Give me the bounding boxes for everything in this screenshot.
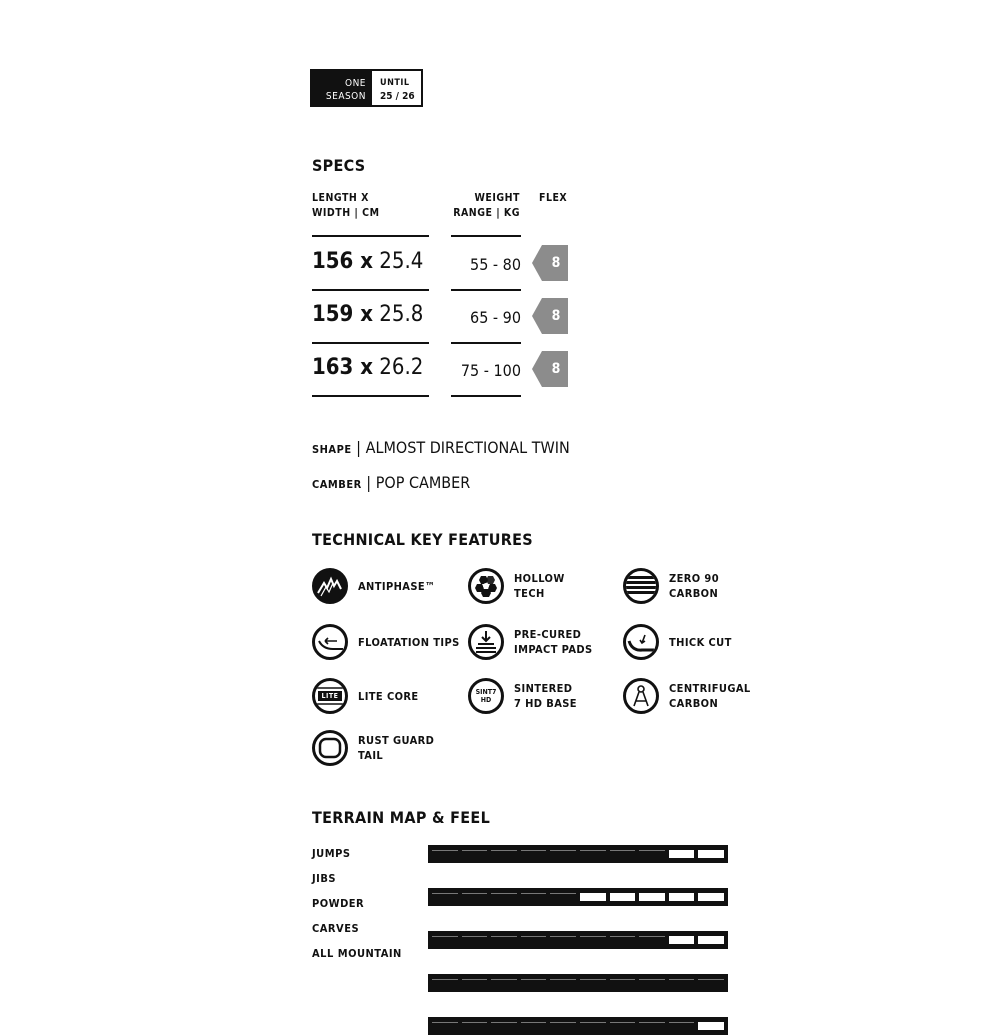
divider <box>312 289 429 291</box>
feature-label-line2: 7 HD BASE <box>514 697 577 710</box>
feature-label <box>514 627 593 657</box>
divider <box>451 235 521 237</box>
feature-centrifugal-carbon <box>623 678 751 714</box>
terrain-bar-segment-filled <box>491 893 517 901</box>
terrain-bar <box>428 1017 728 1035</box>
terrain-bar-segment-filled <box>610 850 636 858</box>
feature-label-line1: PRE-CURED <box>514 628 582 641</box>
terrain-label: CARVES <box>312 922 360 935</box>
col-length-header <box>312 191 380 221</box>
terrain-bar-segment-filled <box>669 979 695 987</box>
terrain-bar-segment-empty <box>669 936 695 944</box>
divider <box>451 342 521 344</box>
features-title: TECHNICAL KEY FEATURES <box>312 530 533 549</box>
terrain-bar-segment-filled <box>491 936 517 944</box>
camber-value: | POP CAMBER <box>366 473 471 492</box>
spec-length: 163 x <box>312 355 373 380</box>
feature-label <box>514 681 577 711</box>
feature-label <box>669 571 719 601</box>
feature-thick-cut <box>623 624 732 660</box>
rust-guard-tail-icon <box>312 730 348 766</box>
lite-core-icon <box>312 678 348 714</box>
feature-sintered-base <box>468 678 577 714</box>
terrain-bar <box>428 974 728 992</box>
thick-cut-icon <box>623 624 659 660</box>
feature-label-line1: ZERO 90 <box>669 572 719 585</box>
terrain-bar-segment-filled <box>462 936 488 944</box>
spec-length: 156 x <box>312 249 373 274</box>
feature-rust-guard-tail <box>312 730 434 766</box>
centrifugal-carbon-icon <box>623 678 659 714</box>
flex-badge <box>532 351 568 387</box>
terrain-bar-segment-empty <box>698 893 724 901</box>
divider <box>312 395 429 397</box>
sintered-icon-text-1: SINT7 <box>475 688 497 696</box>
specs-title: SPECS <box>312 156 366 175</box>
divider <box>451 395 521 397</box>
spec-width: 26.2 <box>379 355 424 380</box>
terrain-bar-segment-filled <box>521 936 547 944</box>
sintered-icon-text-2: HD <box>480 696 492 704</box>
terrain-bar-segment-filled <box>639 1022 665 1030</box>
terrain-bar-segment-empty <box>639 893 665 901</box>
feature-label-line1: RUST GUARD <box>358 734 435 747</box>
terrain-bar-segment-filled <box>491 850 517 858</box>
col-weight-header <box>440 191 520 221</box>
season-until: UNTIL <box>380 78 410 88</box>
feature-label <box>358 579 435 594</box>
feature-label-line1: ANTIPHASE™ <box>358 579 436 593</box>
terrain-bar-segment-empty <box>610 893 636 901</box>
feature-label <box>358 635 460 650</box>
feature-label-line2: IMPACT PADS <box>514 643 593 656</box>
sintered-base-icon <box>468 678 504 714</box>
feature-label-line1: LITE CORE <box>358 689 419 703</box>
terrain-bar-segment-filled <box>610 936 636 944</box>
spec-weight-1: 55 - 80 <box>470 255 521 274</box>
col-length-line2: WIDTH | CM <box>312 207 380 219</box>
flex-value: 8 <box>551 308 561 324</box>
col-length-line1: LENGTH X <box>312 192 369 204</box>
divider <box>451 289 521 291</box>
terrain-bar-segment-empty <box>669 850 695 858</box>
season-year: 25 / 26 <box>380 91 415 102</box>
terrain-bar-segment-filled <box>639 936 665 944</box>
terrain-bar-segment-filled <box>580 850 606 858</box>
shape-label: SHAPE <box>312 443 352 456</box>
terrain-bar-segment-filled <box>550 936 576 944</box>
terrain-label: POWDER <box>312 897 365 910</box>
feature-label-line2: TAIL <box>358 749 384 762</box>
zero-90-carbon-icon <box>623 568 659 604</box>
terrain-bar <box>428 888 728 906</box>
terrain-bar-segment-filled <box>462 979 488 987</box>
feature-label-line1: CENTRIFUGAL <box>669 682 751 695</box>
camber-label: CAMBER <box>312 478 362 491</box>
terrain-bar-segment-filled <box>610 979 636 987</box>
terrain-bar-segment-filled <box>432 979 458 987</box>
shape-value: | ALMOST DIRECTIONAL TWIN <box>356 438 570 457</box>
terrain-bar-segment-empty <box>698 1022 724 1030</box>
spec-size-3 <box>312 355 423 380</box>
terrain-bar-segment-filled <box>639 979 665 987</box>
flex-value: 8 <box>551 361 561 377</box>
terrain-bar-segment-empty <box>698 936 724 944</box>
terrain-bar-segment-filled <box>610 1022 636 1030</box>
floatation-tips-icon <box>312 624 348 660</box>
spec-size-2 <box>312 302 423 327</box>
col-weight-line2: RANGE | KG <box>453 207 520 219</box>
terrain-bar <box>428 931 728 949</box>
spec-size-1 <box>312 249 423 274</box>
feature-antiphase <box>312 568 435 604</box>
spec-weight-3: 75 - 100 <box>460 361 521 380</box>
terrain-bar-segment-empty <box>580 893 606 901</box>
terrain-bar-segment-filled <box>521 979 547 987</box>
terrain-bar-segment-filled <box>432 850 458 858</box>
terrain-bar-segment-filled <box>550 979 576 987</box>
lite-core-icon-text: LITE <box>321 692 339 700</box>
impact-pads-icon <box>468 624 504 660</box>
terrain-bar-segment-filled <box>669 1022 695 1030</box>
feature-zero-90-carbon <box>623 568 719 604</box>
terrain-bar-segment-filled <box>521 1022 547 1030</box>
terrain-label: JUMPS <box>312 847 351 860</box>
feature-label-line1: HOLLOW <box>514 572 565 585</box>
terrain-bar-segment-filled <box>462 850 488 858</box>
feature-label <box>514 571 565 601</box>
terrain-bar-segment-filled <box>580 1022 606 1030</box>
terrain-bar-segment-filled <box>462 1022 488 1030</box>
terrain-bar-segment-filled <box>550 850 576 858</box>
divider <box>312 342 429 344</box>
feature-label-line1: FLOATATION TIPS <box>358 635 460 649</box>
terrain-bar-segment-filled <box>550 893 576 901</box>
antiphase-icon <box>312 568 348 604</box>
spec-length: 159 x <box>312 302 373 327</box>
terrain-label: JIBS <box>312 872 337 885</box>
feature-label <box>669 635 732 650</box>
feature-label <box>669 681 751 711</box>
season-one: ONE <box>345 78 366 89</box>
feature-label <box>358 733 434 763</box>
terrain-bar-segment-empty <box>698 850 724 858</box>
terrain-bar-segment-filled <box>580 979 606 987</box>
flex-badge <box>532 298 568 334</box>
feature-impact-pads <box>468 624 593 660</box>
divider <box>312 235 429 237</box>
camber-line <box>312 473 470 492</box>
terrain-bar-segment-filled <box>639 850 665 858</box>
terrain-label: ALL MOUNTAIN <box>312 947 402 960</box>
season-badge-right <box>372 71 421 105</box>
terrain-bar-segment-filled <box>491 1022 517 1030</box>
feature-hollow-tech <box>468 568 565 604</box>
terrain-bar-segment-filled <box>491 979 517 987</box>
terrain-bar-segment-filled <box>521 893 547 901</box>
feature-label-line2: CARBON <box>669 697 719 710</box>
terrain-bar-segment-empty <box>669 893 695 901</box>
feature-label-line2: CARBON <box>669 587 719 600</box>
spec-width: 25.4 <box>379 249 424 274</box>
feature-lite-core <box>312 678 419 714</box>
terrain-bar <box>428 845 728 863</box>
feature-label-line1: THICK CUT <box>669 635 732 649</box>
shape-line <box>312 438 570 457</box>
flex-badge <box>532 245 568 281</box>
feature-floatation-tips <box>312 624 460 660</box>
col-flex-header: FLEX <box>539 192 568 204</box>
terrain-bar-segment-filled <box>580 936 606 944</box>
feature-label-line1: SINTERED <box>514 682 573 695</box>
spec-width: 25.8 <box>379 302 424 327</box>
feature-label <box>358 689 419 704</box>
season-badge-left <box>312 71 372 105</box>
terrain-bar-segment-filled <box>550 1022 576 1030</box>
spec-weight-2: 65 - 90 <box>470 308 521 327</box>
terrain-bar-segment-filled <box>462 893 488 901</box>
feature-label-line2: TECH <box>514 587 545 600</box>
hollow-tech-icon <box>468 568 504 604</box>
col-weight-line1: WEIGHT <box>474 192 520 204</box>
terrain-bar-segment-filled <box>698 979 724 987</box>
terrain-bar-segment-filled <box>432 936 458 944</box>
season-season: SEASON <box>325 91 366 102</box>
flex-value: 8 <box>551 255 561 271</box>
terrain-bar-segment-filled <box>432 1022 458 1030</box>
terrain-bar-segment-filled <box>432 893 458 901</box>
season-badge <box>310 69 423 107</box>
terrain-title: TERRAIN MAP & FEEL <box>312 808 491 827</box>
terrain-bar-segment-filled <box>521 850 547 858</box>
